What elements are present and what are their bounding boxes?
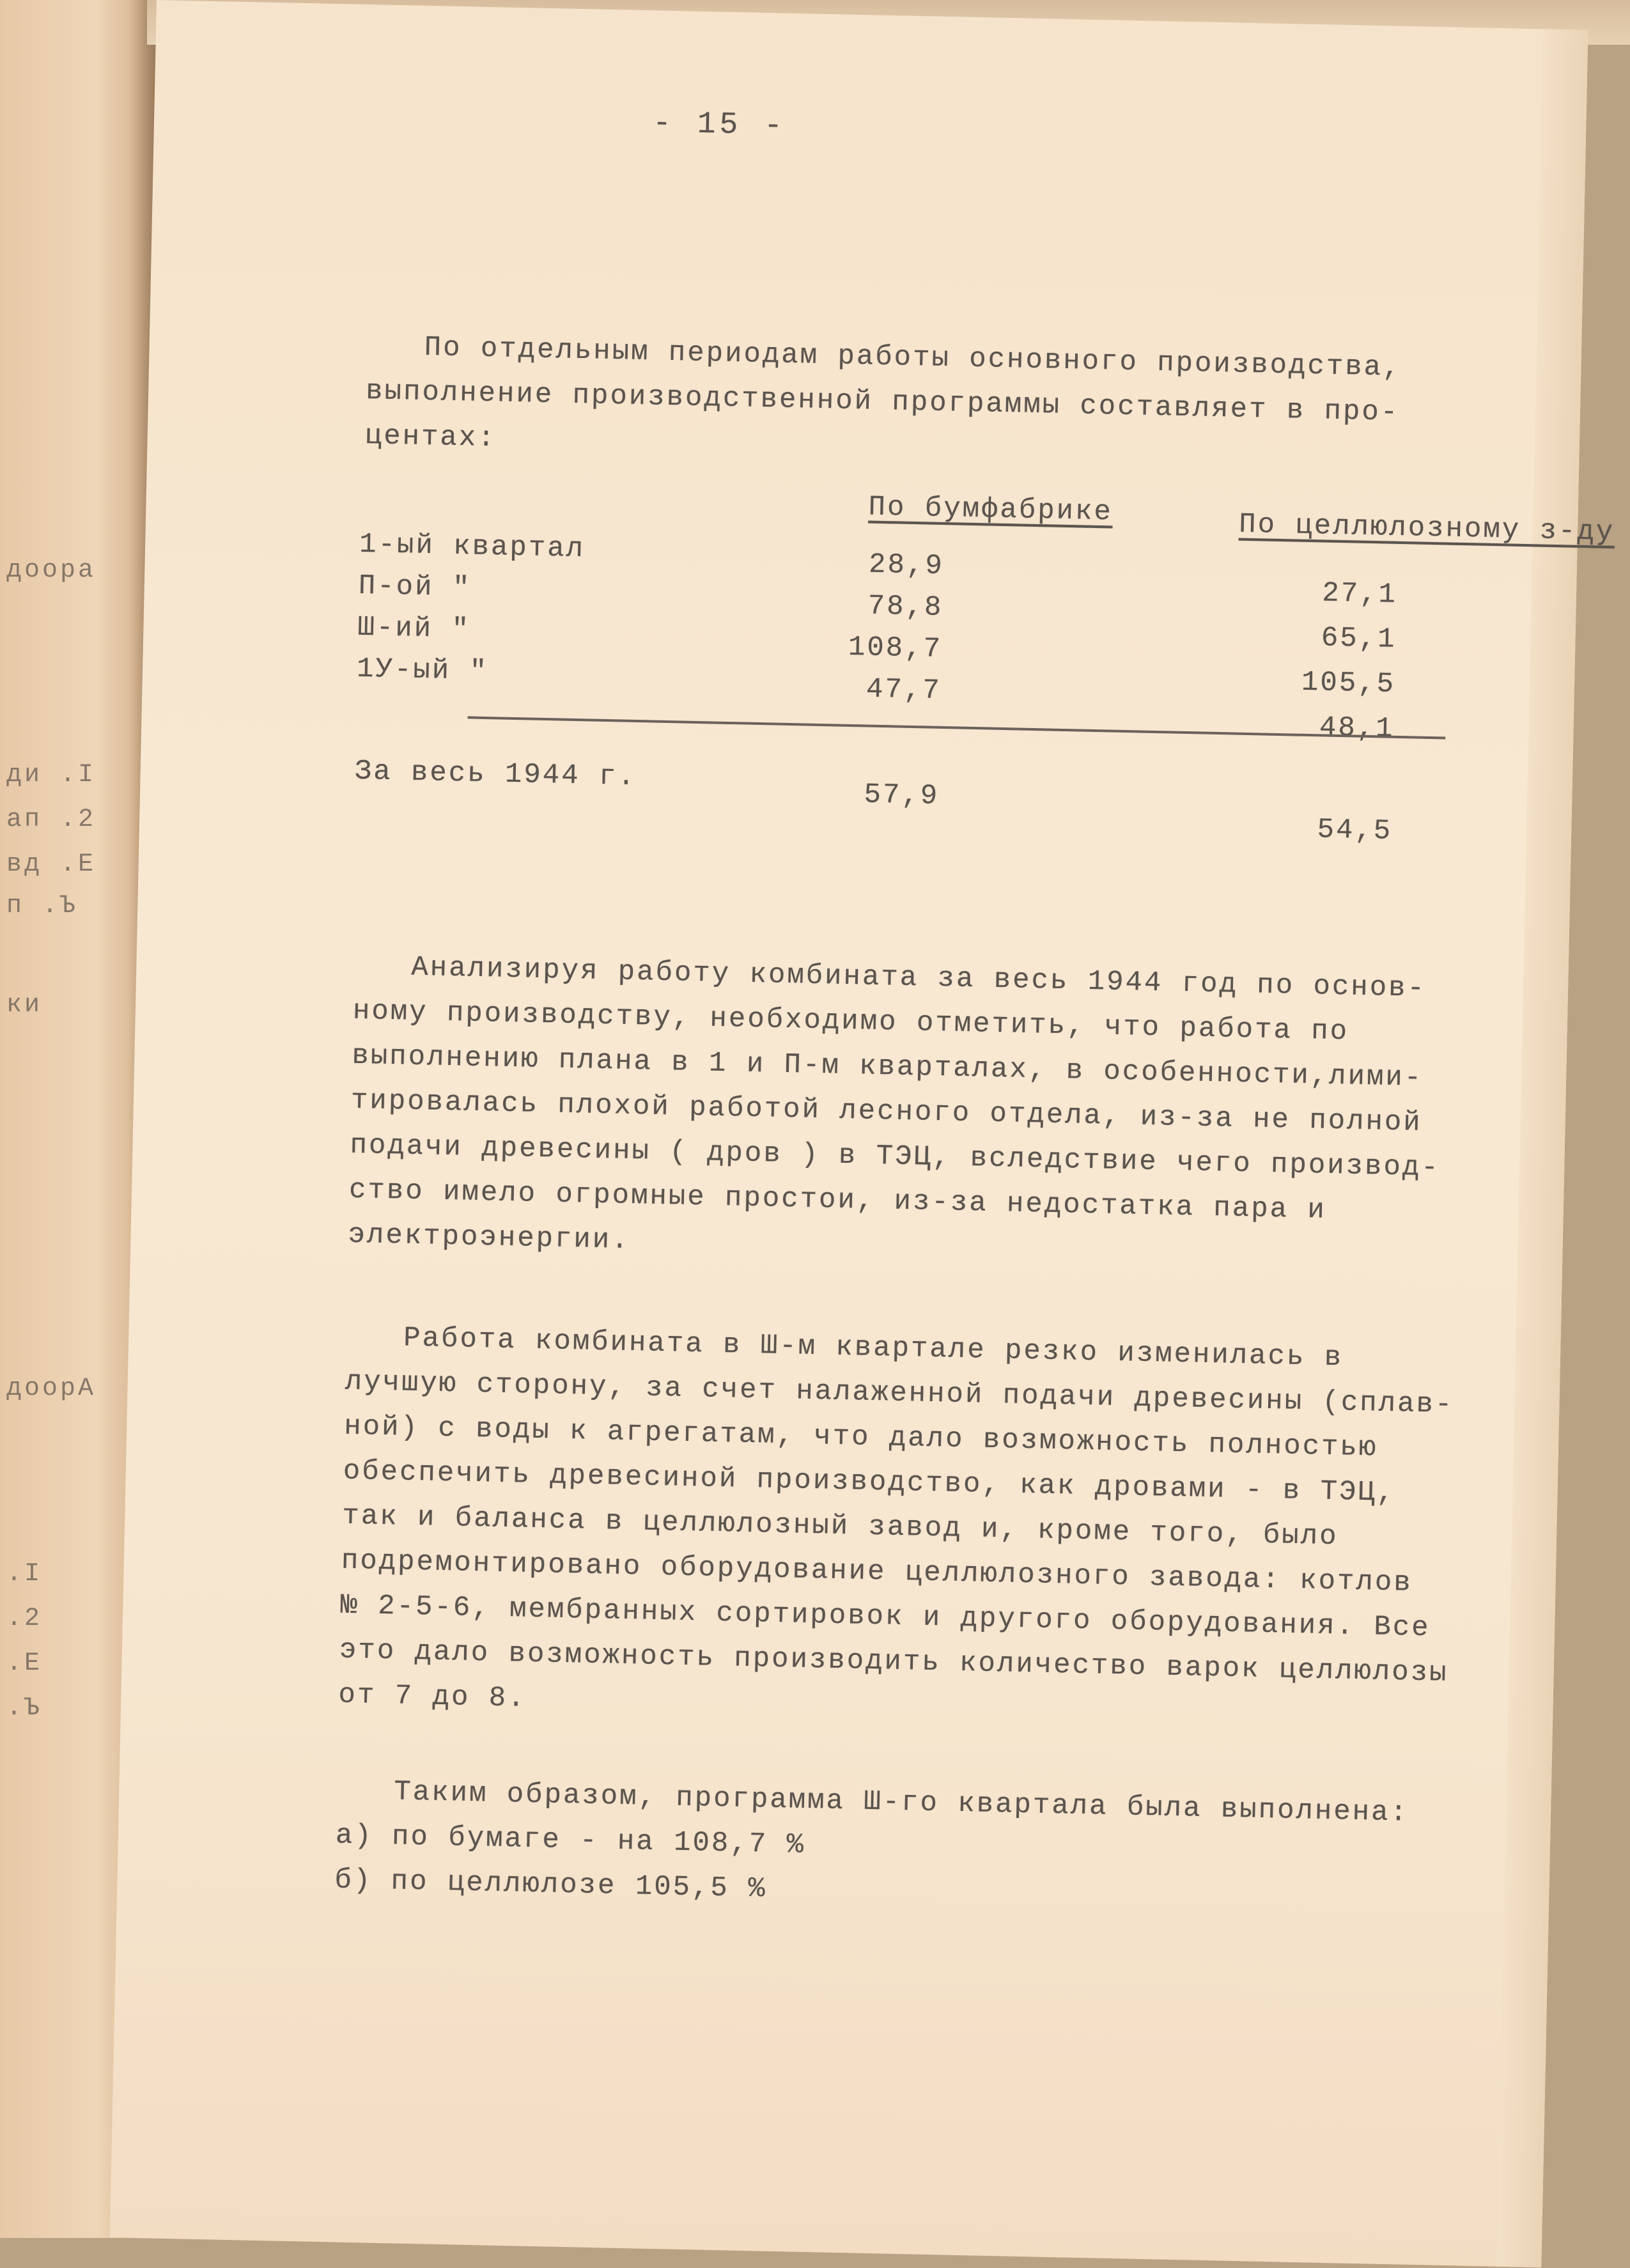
- q3-line: от 7 до 8.: [338, 1679, 527, 1715]
- q3-line: ной) с воды к агрегатам, что дало возможность полностью: [343, 1410, 1378, 1464]
- result-line: а) по бумаге - на 108,7 %: [335, 1819, 806, 1861]
- margin-fragment: .2: [6, 1604, 43, 1633]
- q3-line: лучшую сторону, за счет налаженной подачи древесины (сплав-: [345, 1365, 1454, 1421]
- margin-fragment: доорА: [6, 1374, 97, 1403]
- margin-fragment: ап .2: [6, 805, 97, 834]
- table-cell-paper: 78,8: [867, 590, 943, 624]
- page-number: - 15 -: [652, 106, 787, 144]
- margin-fragment: .І: [6, 1560, 43, 1588]
- q3-line: подремонтировано оборудование целлюлозного завода: котлов: [341, 1544, 1413, 1599]
- conclusion-line: Таким образом, программа Ш-го квартала была выполнена:: [393, 1776, 1409, 1829]
- table-cell-paper: 108,7: [848, 631, 943, 665]
- analysis-paragraph: [348, 944, 1607, 1284]
- q3-line: № 2-5-6, мембранных сортировок и другого оборудования. Все: [339, 1589, 1431, 1645]
- analysis-line: тировалась плохой работой лесного отдела, из-за не полной: [350, 1084, 1423, 1139]
- q3-line: обеспечить древесиной производство, как дровами - в ТЭЦ,: [343, 1455, 1396, 1510]
- table-total-label: За весь 1944 г.: [354, 755, 637, 793]
- document-page: [110, 0, 1615, 2267]
- table-row-label: 1-ый квартал: [359, 528, 586, 566]
- intro-line: выполнение производственной программы составляет в про-: [365, 375, 1400, 429]
- q3-paragraph: [338, 1315, 1599, 1744]
- table-cell-cellulose: 27,1: [1321, 577, 1398, 611]
- margin-fragment: ди .І: [6, 761, 97, 789]
- column-header-paper: По бумфабрике: [868, 491, 1114, 529]
- column-header-cellulose: По целлюлозному з-ду: [1238, 508, 1615, 548]
- analysis-line: ному производству, необходимо отметить, что работа по: [352, 995, 1349, 1048]
- intro-line: По отдельным периодам работы основного производства,: [424, 331, 1402, 384]
- margin-fragment: вд .Е: [6, 850, 97, 879]
- analysis-line: ство имело огромные простои, из-за недостатка пара и: [348, 1174, 1327, 1227]
- table-cell-cellulose: 48,1: [1319, 711, 1395, 745]
- table-cell-cellulose: 65,1: [1321, 622, 1397, 656]
- table-cell-paper: 28,9: [868, 548, 945, 582]
- table-row-label: Ш-ий ": [357, 611, 471, 646]
- table-cell-cellulose: 105,5: [1301, 666, 1396, 701]
- margin-fragment: п .Ъ: [6, 892, 79, 920]
- conclusion-paragraph: [334, 1769, 1590, 1929]
- q3-line: это дало возможность производить количество варок целлюлозы: [339, 1634, 1449, 1689]
- analysis-line: подачи древесины ( дров ) в ТЭЦ, вследствие чего производ-: [350, 1129, 1441, 1184]
- margin-fragment: .Ъ: [6, 1694, 43, 1723]
- result-line: б) по целлюлозе 105,5 %: [334, 1864, 768, 1906]
- table-cell-paper: 47,7: [865, 673, 942, 707]
- margin-fragment: доора: [6, 556, 97, 585]
- table-row-label: 1У-ый ": [356, 653, 489, 688]
- analysis-line: выполнению плана в 1 и П-м кварталах, в особенности,лими-: [351, 1039, 1424, 1094]
- analysis-line: Анализируя работу комбината за весь 1944 год по основ-: [410, 951, 1427, 1005]
- table-total-cellulose: 54,5: [1317, 814, 1393, 848]
- q3-line: так и баланса в целлюлозный завод и, кроме того, было: [341, 1500, 1339, 1553]
- table-row-label: П-ой ": [358, 570, 472, 605]
- analysis-line: электроэнергии.: [348, 1218, 631, 1257]
- q3-line: Работа комбината в Ш-м квартале резко изменилась в: [403, 1322, 1344, 1374]
- margin-fragment: .Е: [6, 1649, 43, 1678]
- intro-line: центах:: [364, 419, 497, 455]
- table-total-paper: 57,9: [864, 779, 940, 812]
- intro-paragraph: [364, 324, 1620, 485]
- margin-fragment: ки: [6, 991, 43, 1020]
